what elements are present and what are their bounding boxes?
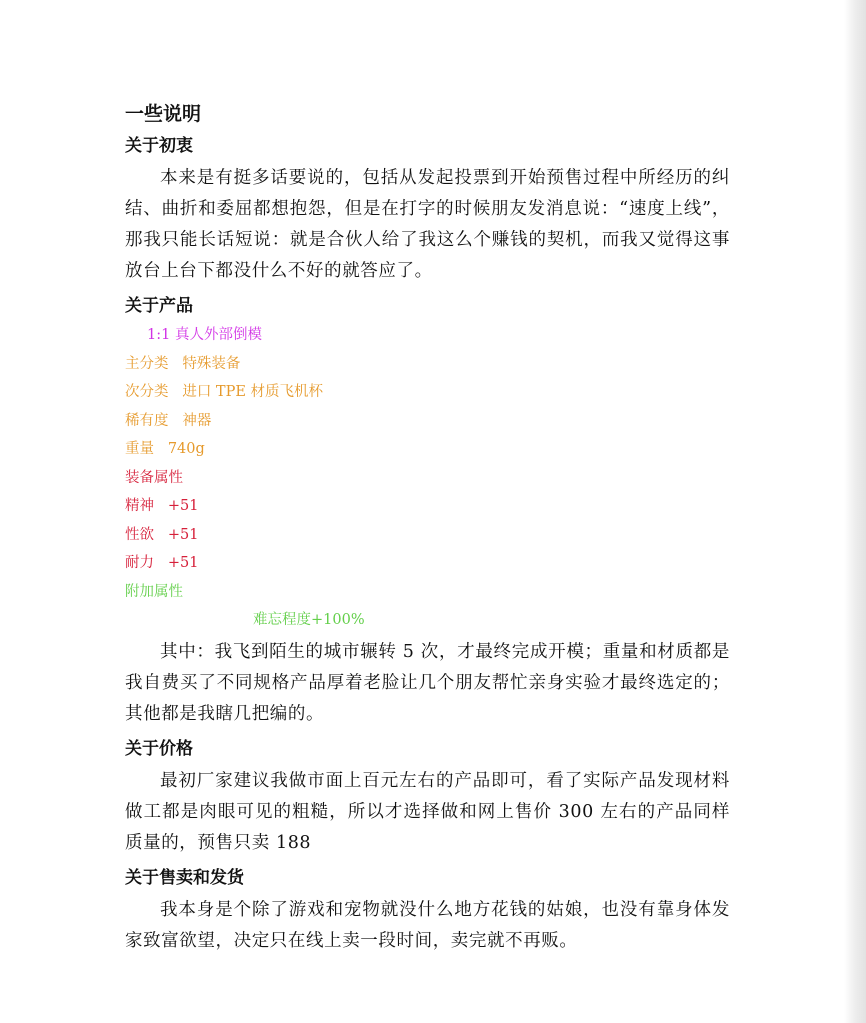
section-heading-sales-shipping: 关于售卖和发货 (125, 867, 244, 888)
section-paragraph-product: 其中：我飞到陌生的城市辗转 5 次，才最终完成开模；重量和材质都是我自费买了不同规格产品厚着老脸让几个朋友帮忙亲身实验才最终选定的；其他都是我瞎几把编的。 (125, 641, 730, 724)
product-item-spirit: 精神 +51 (125, 498, 199, 514)
product-item-main-category: 主分类 特殊装备 (125, 355, 241, 372)
page-edge-shadow (844, 0, 866, 1023)
document-page (125, 95, 730, 961)
section-paragraph-price: 最初厂家建议我做市面上百元左右的产品即可，看了实际产品发现材料做工都是肉眼可见的粗糙，所以才选择做和网上售价 300 左右的产品同样质量的，预售只卖 188 (125, 770, 730, 853)
product-attribute-list (125, 321, 730, 635)
document-title: 一些说明 (125, 103, 202, 125)
product-item-sub-category: 次分类 进口 TPE 材质飞机杯 (125, 384, 324, 400)
product-item-bonus-attributes: 附加属性 (125, 583, 183, 600)
section-heading-intent: 关于初衷 (125, 136, 193, 156)
product-item-rarity: 稀有度 神器 (125, 412, 212, 429)
product-item-weight: 重量 740g (125, 441, 205, 457)
section-heading-price: 关于价格 (125, 738, 193, 759)
section-paragraph-sales-shipping: 我本身是个除了游戏和宠物就没什么地方花钱的姑娘，也没有靠身体发家致富欲望，决定只在线上卖一段时间，卖完就不再贩。 (125, 899, 730, 951)
product-item-stamina: 耐力 +51 (125, 555, 199, 571)
product-item-desire: 性欲 +51 (125, 526, 199, 543)
product-item-memorability: 难忘程度+100% (253, 612, 365, 628)
product-item-mold: 1:1 真人外部倒模 (147, 327, 262, 343)
section-heading-product: 关于产品 (125, 296, 193, 316)
section-paragraph-intent: 本来是有挺多话要说的，包括从发起投票到开始预售过程中所经历的纠结、曲折和委屈都想抱怨，但是在打字的时候朋友发消息说：“速度上线”，那我只能长话短说：就是合伙人给了我这么个赚钱的契机，而我又觉得这事放台上台下都没什么不好的就答应了。 (125, 168, 730, 281)
product-item-equip-attributes: 装备属性 (125, 469, 183, 486)
